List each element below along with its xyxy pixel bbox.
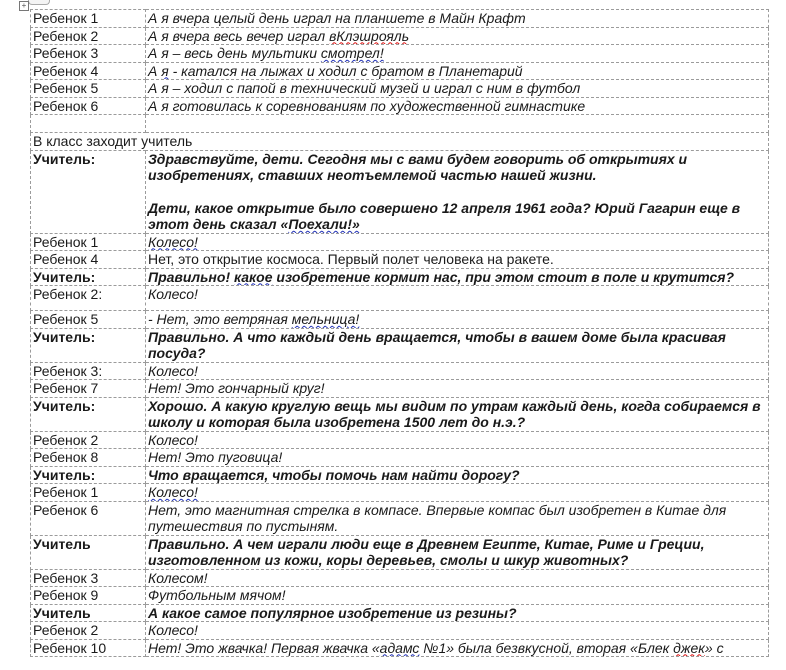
line-text: изобретение кормит нас, при этом стоит в поле и крутится? bbox=[272, 268, 735, 285]
line-text: Колесо! bbox=[148, 622, 198, 638]
line-cell bbox=[146, 587, 769, 605]
speaker-cell: Ребенок 3 bbox=[31, 45, 146, 63]
speaker-cell: Ребенок 4 bbox=[31, 251, 146, 269]
line-cell bbox=[146, 501, 769, 535]
table-row bbox=[31, 45, 769, 63]
table-row bbox=[31, 286, 769, 311]
speaker-cell: Ребенок 3 bbox=[31, 569, 146, 587]
line-cell bbox=[146, 639, 769, 657]
speaker-cell: Учитель bbox=[31, 604, 146, 622]
speaker-cell: Учитель: bbox=[31, 397, 146, 431]
line-text: Нет! Это гончарный круг! bbox=[148, 380, 325, 396]
table-row bbox=[31, 362, 769, 380]
line-text: Колесо! bbox=[148, 362, 198, 379]
table-row bbox=[31, 535, 769, 569]
line-cell bbox=[146, 362, 769, 380]
line-text: Правильно. А чем играли люди еще в Древнем Египте, Китае, Риме и Греции, изготовленном из кожи, коры деревьев, смолы и шкур животных? bbox=[148, 535, 705, 568]
line-text: А я – весь день мультики bbox=[148, 45, 321, 61]
line-text: №1» была безвкусной, вторая «Блек bbox=[419, 639, 674, 656]
line-text: - Нет, это ветряная bbox=[148, 311, 292, 327]
empty-row bbox=[31, 115, 769, 133]
line-cell bbox=[146, 535, 769, 569]
speaker-cell: Ребенок 1 bbox=[31, 484, 146, 502]
grammar-mark[interactable]: смотрел! bbox=[320, 45, 384, 61]
script-table bbox=[30, 9, 769, 657]
speaker-cell: Ребенок 1 bbox=[31, 10, 146, 28]
line-text: А bbox=[148, 62, 162, 79]
table-row bbox=[31, 449, 769, 467]
line-text: Правильно. А что каждый день вращается, чтобы в вашем доме была красивая посуда? bbox=[148, 328, 726, 361]
line-text: А я вчера весь вечер играл bbox=[148, 27, 330, 44]
line-text: Хорошо. А какую круглую вещь мы видим по утрам каждый день, когда собираемся в школу и которая была изобретена 1500 лет до н.э.? bbox=[148, 397, 761, 430]
speaker-cell: Ребенок 5 bbox=[31, 311, 146, 329]
table-move-handle-icon[interactable] bbox=[19, 1, 29, 11]
line-text: - катался на лыжах и ходил с братом в Планетарий bbox=[168, 62, 523, 79]
line-text: Правильно! bbox=[148, 268, 234, 285]
speaker-cell: Ребенок 9 bbox=[31, 587, 146, 605]
speaker-cell: Ребенок 3: bbox=[31, 362, 146, 380]
table-row bbox=[31, 328, 769, 362]
table-row bbox=[31, 431, 769, 449]
speaker-cell: Учитель: bbox=[31, 466, 146, 484]
empty-cell bbox=[146, 115, 769, 133]
line-text: Дети, какое открытие было совершено 12 апреля 1961 года? Юрий Гагарин еще в этот день сказал « bbox=[148, 199, 741, 232]
table-row bbox=[31, 604, 769, 622]
table-row bbox=[31, 501, 769, 535]
line-cell bbox=[146, 27, 769, 45]
line-cell bbox=[146, 622, 769, 640]
teacher-paragraph bbox=[148, 200, 766, 233]
stage-direction: В класс заходит учитель bbox=[31, 133, 769, 151]
line-text: Что вращается, чтобы помочь нам найти дорогу? bbox=[148, 466, 520, 483]
line-text: Колесо! bbox=[148, 431, 198, 448]
table-row bbox=[31, 622, 769, 640]
grammar-mark[interactable]: Поехали!» bbox=[288, 216, 360, 232]
table-row bbox=[31, 397, 769, 431]
line-cell bbox=[146, 604, 769, 622]
table-row bbox=[31, 150, 769, 233]
teacher-paragraph: Здравствуйте, дети. Сегодня мы с вами будем говорить об открытиях и изобретениях, ставших неотъемлемой частью нашей жизни. bbox=[148, 150, 688, 183]
line-cell bbox=[146, 150, 769, 233]
speaker-cell: Ребенок 1 bbox=[31, 233, 146, 251]
speaker-cell: Ребенок 5 bbox=[31, 80, 146, 98]
line-text: Нет! Это пуговица! bbox=[148, 449, 283, 465]
table-row bbox=[31, 80, 769, 98]
speaker-cell: Учитель bbox=[31, 535, 146, 569]
grammar-mark[interactable]: адамс bbox=[379, 639, 420, 656]
line-text: » с bbox=[704, 639, 724, 656]
speaker-cell: Ребенок 10 bbox=[31, 639, 146, 657]
table-row bbox=[31, 311, 769, 329]
header-tab bbox=[28, 0, 50, 5]
speaker-cell: Учитель: bbox=[31, 328, 146, 362]
line-cell bbox=[146, 286, 769, 311]
line-cell bbox=[146, 380, 769, 398]
line-text[interactable]: Колесо! bbox=[148, 484, 198, 500]
line-text: А какое самое популярное изобретение из резины? bbox=[148, 604, 517, 621]
speaker-cell: Ребенок 2 bbox=[31, 622, 146, 640]
speaker-cell: Ребенок 7 bbox=[31, 380, 146, 398]
table-row bbox=[31, 10, 769, 28]
table-row bbox=[31, 97, 769, 115]
grammar-mark[interactable]: я bbox=[161, 62, 169, 79]
speaker-cell: Ребенок 6 bbox=[31, 501, 146, 535]
speaker-cell: Ребенок 2 bbox=[31, 27, 146, 45]
line-cell: А я вчера целый день играл на планшете в Майн Крафт bbox=[146, 10, 769, 28]
table-row bbox=[31, 466, 769, 484]
speaker-cell: Ребенок 6 bbox=[31, 97, 146, 115]
table-row bbox=[31, 62, 769, 80]
line-text: Колесом! bbox=[148, 569, 208, 586]
table-row bbox=[31, 268, 769, 286]
speaker-cell: Ребенок 2: bbox=[31, 286, 146, 311]
line-cell: А я – ходил с папой в технический музей и играл с ним в футбол bbox=[146, 80, 769, 98]
empty-cell bbox=[31, 115, 146, 133]
line-cell bbox=[146, 466, 769, 484]
line-cell bbox=[146, 431, 769, 449]
speaker-cell: Ребенок 4 bbox=[31, 62, 146, 80]
line-cell bbox=[146, 268, 769, 286]
spelling-mark[interactable]: вКлэшрояль bbox=[329, 27, 410, 44]
line-cell bbox=[146, 484, 769, 502]
spelling-mark[interactable]: джек bbox=[673, 639, 705, 656]
line-cell bbox=[146, 233, 769, 251]
speaker-cell: Учитель: bbox=[31, 268, 146, 286]
line-cell bbox=[146, 569, 769, 587]
table-row bbox=[31, 251, 769, 269]
line-cell bbox=[146, 449, 769, 467]
line-cell bbox=[146, 311, 769, 329]
table-row bbox=[31, 569, 769, 587]
line-cell: А я готовилась к соревнованиям по художественной гимнастике bbox=[146, 97, 769, 115]
table-row bbox=[31, 484, 769, 502]
line-text[interactable]: Колесо! bbox=[148, 233, 198, 250]
dialog-section bbox=[31, 233, 769, 657]
grammar-mark[interactable]: какое bbox=[234, 268, 273, 285]
speaker-cell: Ребенок 8 bbox=[31, 449, 146, 467]
table-row bbox=[31, 639, 769, 657]
line-cell bbox=[146, 397, 769, 431]
speaker-cell: Ребенок 2 bbox=[31, 431, 146, 449]
line-text: Колесо! bbox=[148, 286, 198, 302]
line-cell bbox=[146, 62, 769, 80]
table-row bbox=[31, 27, 769, 45]
line-text: Нет, это открытие космоса. Первый полет человека на ракете. bbox=[148, 251, 554, 267]
speaker-cell: Учитель: bbox=[31, 150, 146, 233]
table-row bbox=[31, 233, 769, 251]
table-row bbox=[31, 380, 769, 398]
line-text: Футбольным мячом! bbox=[148, 587, 286, 603]
line-text: Нет, это магнитная стрелка в компасе. Впервые компас был изобретен в Китае для путешествия по пустыням. bbox=[148, 501, 727, 534]
line-cell bbox=[146, 45, 769, 63]
line-text: Нет! Это жвачка! Первая жвачка « bbox=[148, 639, 380, 656]
line-cell bbox=[146, 328, 769, 362]
grammar-mark[interactable]: мельница! bbox=[291, 311, 360, 327]
table-row bbox=[31, 587, 769, 605]
line-cell bbox=[146, 251, 769, 269]
stage-direction-row bbox=[31, 133, 769, 151]
